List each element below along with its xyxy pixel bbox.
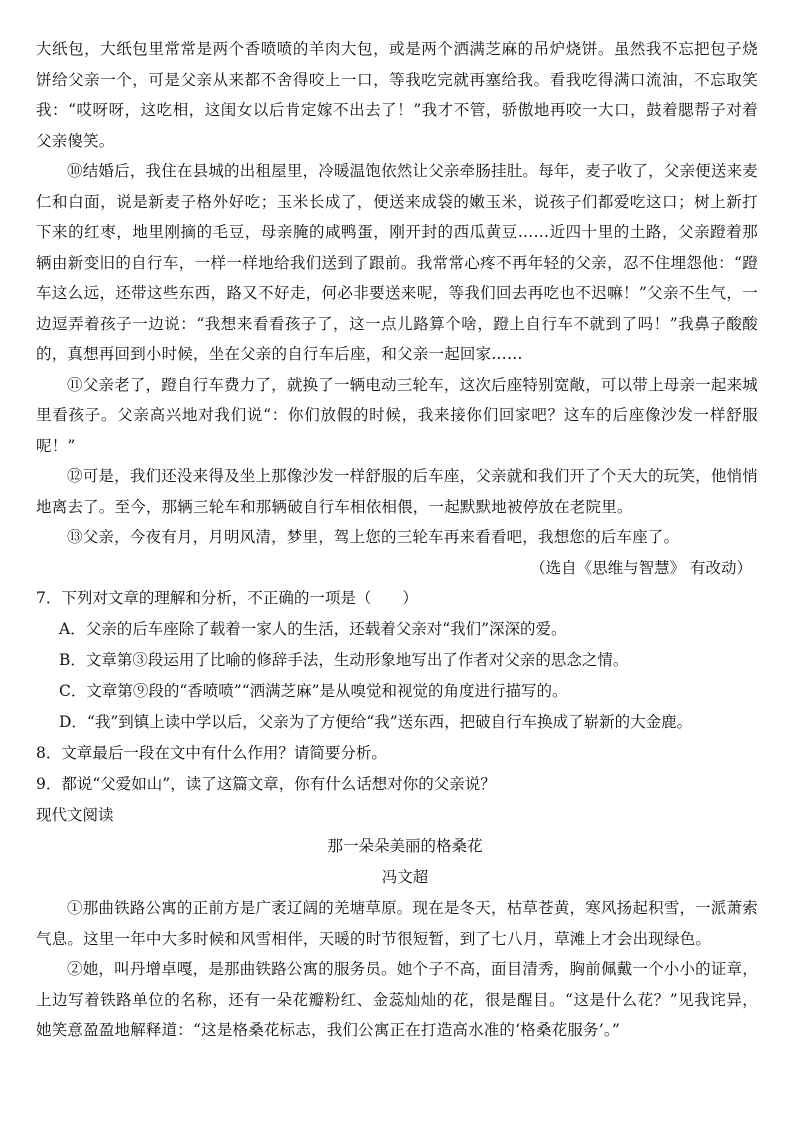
paragraph-10: ⑩结婚后，我住在县城的出租屋里，冷暖温饱依然让父亲牵肠挂肚。每年，麦子收了，父亲便送来麦仁和白面，说是新麦子格外好吃；玉米长成了，便送来成袋的嫩玉米，说孩子们都爱吃这口；树上新打下来的红枣，地里刚摘的毛豆，母亲腌的咸鸭蛋，刚开封的西瓜黄豆……近四十里的土路，父亲蹬着那辆由新变旧的自行车，一样一样地给我们送到了跟前。我常常心疼不再年轻的父亲，忍不住埋怨他：“蹬车这么远，还带这些东西，路又不好走，何必非要送来呢，等我们回去再吃也不迟嘛！”父亲不生气，一边逗弄着孩子一边说：“我想来看看孩子了，这一点儿路算个啥，蹬上自行车不就到了吗！”我鼻子酸酸的，真想再回到小时候，坐在父亲的自行车后座，和父亲一起回家…… [36, 162, 758, 363]
question-7-option-b: B．文章第③段运用了比喻的修辞手法，生动形象地写出了作者对父亲的思念之情。 [59, 651, 629, 669]
question-7-option-d: D．“我”到镇上读中学以后，父亲为了方便给“我”送东西，把破自行车换成了崭新的大金鹿。 [59, 713, 693, 731]
article-paragraph-2: ②她，叫丹增卓嘎，是那曲铁路公寓的服务员。她个子不高，面目清秀，胸前佩戴一个小小的证章，上边写着铁路单位的名称，还有一朵花瓣粉红、金蕊灿灿的花，很是醒目。“这是什么花？”见我诧异，她笑意盈盈地解释道：“这是格桑花标志，我们公寓正在打造高水准的‘格桑花服务’。” [36, 960, 758, 1039]
paragraph-12: ⑫可是，我们还没来得及坐上那像沙发一样舒服的后车座，父亲就和我们开了个天大的玩笑，他悄悄地离去了。至今，那辆三轮车和那辆破自行车相依相偎，一起默默地被停放在老院里。 [36, 467, 758, 516]
paragraph-13: ⑬父亲，今夜有月，月明风清，梦里，驾上您的三轮车再来看看吧，我想您的后车座了。 [67, 528, 680, 546]
question-8: 8．文章最后一段在文中有什么作用？请简要分析。 [36, 744, 387, 762]
passage-continuation: 大纸包，大纸包里常常是两个香喷喷的羊肉大包，或是两个洒满芝麻的吊炉烧饼。虽然我不忘把包子烧饼给父亲一个，可是父亲从来都不舍得咬上一口，等我吃完就再塞给我。看我吃得满口流油，不忘取笑我：“哎呀呀，这吃相，这闺女以后肯定嫁不出去了！”我才不管，骄傲地再咬一大口，鼓着腮帮子对着父亲傻笑。 [36, 40, 758, 150]
question-7-option-a: A．父亲的后车座除了载着一家人的生活，还载着父亲对“我们”深深的爱。 [59, 620, 567, 638]
document-page [36, 34, 758, 1046]
article-title: 那一朵朵美丽的格桑花 [327, 837, 483, 855]
article-author: 冯文超 [381, 868, 429, 886]
paragraph-11: ⑪父亲老了，蹬自行车费力了，就换了一辆电动三轮车，这次后座特别宽敞，可以带上母亲一起来城里看孩子。父亲高兴地对我们说“：你们放假的时候，我来接你们回家吧？这车的后座像沙发一样舒服呢！” [36, 375, 758, 455]
question-9: 9．都说“父爱如山”，读了这篇文章，你有什么话想对你的父亲说？ [36, 775, 496, 793]
source-citation: （选自《思维与智慧》 有改动） [530, 558, 752, 577]
section-heading: 现代文阅读 [36, 806, 114, 824]
article-paragraph-1: ①那曲铁路公寓的正前方是广袤辽阔的羌塘草原。现在是冬天，枯草苍黄，寒风扬起积雪，一派萧索气息。这里一年中大多时候和风雪相伴，天暖的时节很短暂，到了七八月，草滩上才会出现绿色。 [36, 899, 758, 948]
question-7-option-c: C．文章第⑨段的“香喷喷”“洒满芝麻”是从嗅觉和视觉的角度进行描写的。 [59, 682, 568, 700]
question-7-stem: 7．下列对文章的理解和分析，不正确的一项是（ ） [36, 589, 418, 607]
